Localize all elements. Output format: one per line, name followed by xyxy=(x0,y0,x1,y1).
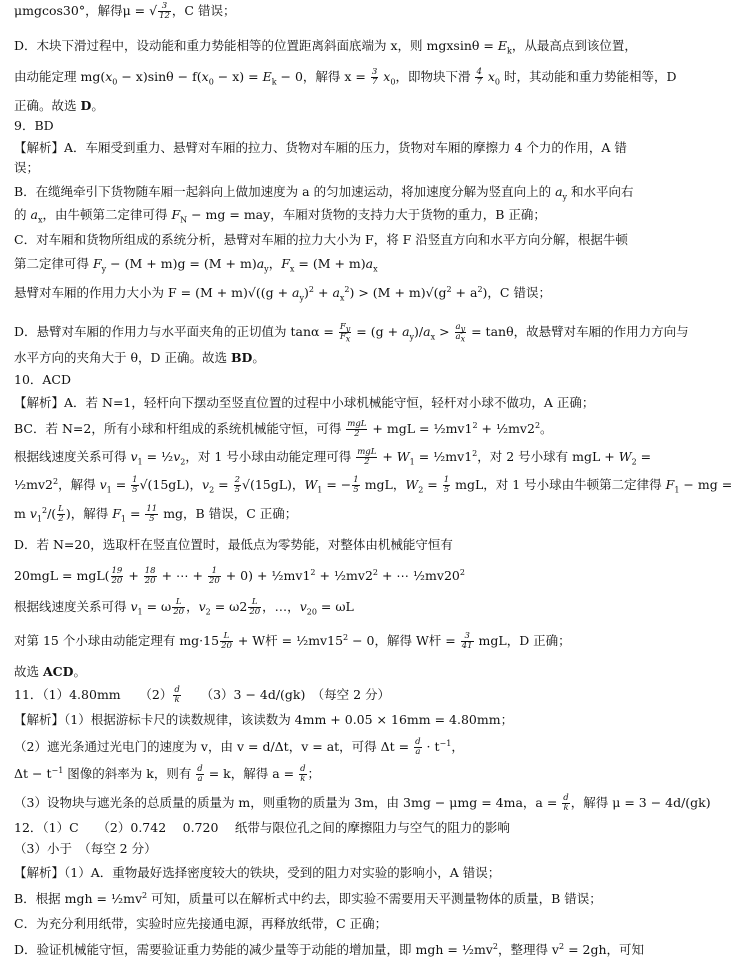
text-line: B．在缆绳牵引下货物随车厢一起斜向上做加速度为 a 的匀加速运动，将加速度分解为竖直向上的 $a_y$ 和水平向右 xyxy=(14,184,634,202)
text-line: 【解析】A．若 N=1，轻杆向下摆动至竖直位置的过程中小球机械能守恒，轻杆对小球不做功，A 正确； xyxy=(14,395,595,410)
text-line: m $v_1^2/$( $\frac{L}{2}$ )，解得 $F_1$ = $\frac{11}{5}$ mg，B 错误，C 正确； xyxy=(14,504,298,524)
text-line: 的 $a_x$，由牛顿第二定律可得 $F_N$ − mg = may，车厢对货物的支持力大于货物的重力，B 正确； xyxy=(14,207,546,225)
text-line: 正确。故选 D。 xyxy=(14,98,104,113)
question-number: 10．ACD xyxy=(14,372,72,387)
question-number: 9．BD xyxy=(14,118,54,133)
text-line: 悬臂对车厢的作用力大小为 $F = (M + m)√((g + a_y)^2 + a_x^2) > (M + m)√(g^2 + a^2)$，C 错误； xyxy=(14,284,551,303)
text-line: 对第 15 个小球由动能定理有 mg·15 $\frac{L}{20}$ + W杆 = $\frac{1}{2}mv15^2 - 0$，解得 W杆 = $\frac{3}{41}$ mgL，D 正确； xyxy=(14,631,571,651)
text-line: （3）小于 （每空 2 分） xyxy=(14,841,157,856)
text-line: 根据线速度关系可得 $v_1$ = $\frac{1}{2}v_2$，对 1 号小球由动能定理可得 $\frac{\text{mgL}}{2}$ + $W_1$ = $\frac{1}{2}mv1^2$，对 2 号小球有 mgL + $W_2$ = xyxy=(14,447,652,467)
text-line: 误； xyxy=(14,160,40,175)
text-line: 由动能定理 $mg(x_0 - x)\sin\theta - f(x_0 - x) = E_k - 0$，解得 x = $\frac{3}{7}$ $x_0$，即物块下滑 $\frac{4}{7}$ $x_0$ 时，其动能和重力势能相等，D xyxy=(14,67,677,87)
text-line: μmgcos30°，解得μ = √ $\frac{3}{12}$ ，C 错误； xyxy=(14,1,236,21)
text-line: 【解析】A．车厢受到重力、悬臂对车厢的拉力、货物对车厢的压力，货物对车厢的摩擦力 4 个力的作用，A 错 xyxy=(14,140,627,155)
text-line: $\frac{1}{2}mv2^2$，解得 $v_1$ = $\frac{1}{5}$ √(15gL)，$v_2$ = $\frac{2}{5}$ √(15gL)，$W_1$ = − $\frac{1}{5}$ mgL，$W_2$ = $\frac{1}{5}$ mgL，对 1 号小球由牛顿第二定律得 $F_1$ − mg = xyxy=(14,475,732,495)
question-number: 11．（1）4.80mm （2） $\frac{d}{k}$ （3）3 − 4d/(gk) （每空 2 分） xyxy=(14,685,391,705)
text-line: 20mgL = mgL( $\frac{19}{20}$ + $\frac{18}{20}$ + ⋯ + $\frac{1}{20}$ + $0) + \frac{1}{2}mv1^2$ + $\frac{1}{2}mv2^2$ + ⋯ $\frac{1}{2}mv20^2$ xyxy=(14,566,465,586)
text-line: （3）设物块与遮光条的总质量的质量为 m，则重物的质量为 3m，由 3mg − μmg = 4ma，a = $\frac{d}{k}$ ，解得 μ = 3 − 4d/(gk) xyxy=(14,793,711,813)
text-line: 故选 ACD。 xyxy=(14,664,86,679)
text-line: 【解析】（1）根据游标卡尺的读数规律，该读数为 4mm + 0.05 × 16mm = 4.80mm； xyxy=(14,712,514,727)
text-line: 【解析】（1）A．重物最好选择密度较大的铁块，受到的阻力对实验的影响小，A 错误； xyxy=(14,865,501,880)
text-line: BC．若 N=2，所有小球和杆组成的系统机械能守恒，可得 $\frac{\text{mgL}}{2}$ + mgL = $\frac{1}{2}mv1^2$ + $\frac{1}{2}mv2^2$。 xyxy=(14,419,553,439)
text-line: D．悬臂对车厢的作用力与水平面夹角的正切值为 tanα = $\frac{F_y}{F_x}$ = $(g + a_y)/a_x$ > $\frac{a_y}{a_x}$ = tanθ，故悬臂对车厢的作用力方向与 xyxy=(14,322,689,344)
text-line: 水平方向的夹角大于 θ，D 正确。故选 BD。 xyxy=(14,350,265,365)
text-line: $\Delta t - t^{-1}$ 图像的斜率为 k，则有 $\frac{d}{a}$ = k，解得 a = $\frac{d}{k}$ ； xyxy=(14,764,321,784)
text-line: 第二定律可得 $F_y - (M + m)g = (M + m)a_y$，$F_x = (M + m)a_x$ xyxy=(14,256,378,274)
text-line: 根据线速度关系可得 $v_1 = \omega$ $\frac{L}{20}$ ，$v_2 = \omega 2$ $\frac{L}{20}$ ，…，$v_{20} = \omega L$ xyxy=(14,597,354,617)
text-line: D．验证机械能守恒，需要验证重力势能的减少量等于动能的增加量，即 mgh = $\frac{1}{2}mv^2$，整理得 $v^2 = 2gh$，可知 xyxy=(14,941,645,957)
question-number: 12．（1）C （2）0.742 0.720 纸带与限位孔之间的摩擦阻力与空气的阻力的影响 xyxy=(14,820,510,835)
text-line: D．木块下滑过程中，设动能和重力势能相等的位置距离斜面底端为 x，则 $mgxsin\theta = E_k$，从最高点到该位置， xyxy=(14,38,637,56)
text-line: C．对车厢和货物所组成的系统分析，悬臂对车厢的拉力大小为 F，将 F 沿竖直方向和水平方向分解，根据牛顿 xyxy=(14,232,628,247)
text-line: （2）遮光条通过光电门的速度为 v，由 v = d/Δt，v = at，可得 Δt = $\frac{d}{a}$ · $t^{-1}$， xyxy=(14,737,464,757)
text-line: D．若 N=20，选取杆在竖直位置时，最低点为零势能，对整体由机械能守恒有 xyxy=(14,537,453,552)
text-line: B．根据 mgh = $\frac{1}{2}mv^2$ 可知，质量可以在解析式中约去，即实验不需要用天平测量物体的质量，B 错误； xyxy=(14,890,602,906)
text-line: C．为充分利用纸带，实验时应先接通电源，再释放纸带，C 正确； xyxy=(14,916,388,931)
